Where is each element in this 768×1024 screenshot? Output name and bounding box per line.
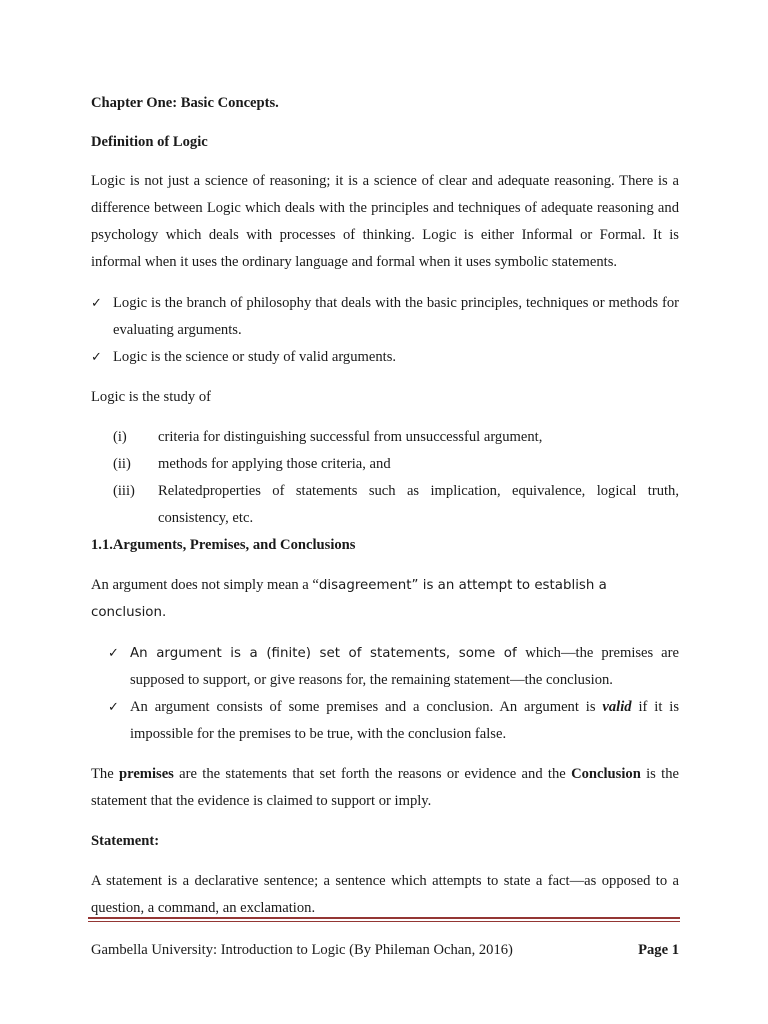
text-run: is the statement that the evidence is claimed to support or imply. [91,766,679,809]
section-heading: 1.1.Arguments, Premises, and Conclusions [91,537,356,553]
list-item [91,424,679,451]
bullet-text: Logic is the science or study of valid arguments. [113,349,397,365]
argument-bullets [91,640,679,748]
term-premises: premises [119,766,174,782]
list-item [91,478,679,532]
list-number: (i) [113,429,127,445]
study-list [91,424,679,532]
footer-text: Gambella University: Introduction to Logic (By Phileman Ochan, 2016) [91,942,513,958]
intro-paragraph: Logic is not just a science of reasoning; it is a science of clear and adequate reasoning. There is a difference between Logic which deals with the principles and techniques of adequate reasoning and psychology which deals with processes of thinking. Logic is either Informal or Formal. It is informal when it uses the ordinary language and formal when it uses symbolic statements. [91,173,679,270]
chapter-title: Chapter One: Basic Concepts. [91,95,279,111]
list-item [91,451,679,478]
statement-heading: Statement: [91,833,160,849]
text-run: are the statements that set forth the reasons or evidence and the [173,766,572,782]
footer-rule-thin [88,921,680,922]
emphasis-valid: valid [602,699,632,715]
list-item [91,290,679,344]
bullet-text: which—the premises are supposed to support, or give reasons for, the remaining statement—the conclusion. [130,645,679,688]
list-text: criteria for distinguishing successful from unsuccessful argument, [158,429,543,445]
statement-paragraph: A statement is a declarative sentence; a sentence which attempts to state a fact—as opposed to a question, a command, an exclamation. [91,873,679,916]
check-icon: ✓ [91,350,102,365]
list-text: Relatedproperties of statements such as implication, equivalence, logical truth, consistency, etc. [158,483,679,526]
page-content [91,90,679,922]
bullet-text: Logic is the branch of philosophy that deals with the basic principles, techniques or methods for evaluating arguments. [113,295,679,338]
list-item [91,344,679,371]
list-item [108,640,679,694]
footer-rule [88,917,680,923]
study-intro: Logic is the study of [91,389,211,405]
argument-intro-part2: disagreement” is an attempt to establish a conclusion. [91,578,607,620]
footer-rule-thick [88,917,680,919]
bullet-text-after: if it is impossible for the premises to be true, with the conclusion false. [130,699,680,742]
term-conclusion: Conclusion [571,766,641,782]
definition-heading: Definition of Logic [91,134,208,150]
definition-bullets [91,290,679,371]
check-icon: ✓ [91,296,102,311]
list-item [108,694,679,748]
list-text: methods for applying those criteria, and [158,456,391,472]
list-number: (ii) [113,456,131,472]
argument-intro-part1: An argument does not simply mean a “ [91,577,319,593]
text-run: The [91,766,119,782]
page-number: Page 1 [638,942,679,958]
bullet-text: An argument consists of some premises and a conclusion. An argument is [130,699,603,715]
check-icon: ✓ [108,700,119,715]
premises-paragraph [91,761,679,815]
list-number: (iii) [113,483,135,499]
argument-intro [91,572,679,626]
bullet-text-sans: An argument is a (finite) set of statements, some of [130,646,526,661]
check-icon: ✓ [108,646,119,661]
